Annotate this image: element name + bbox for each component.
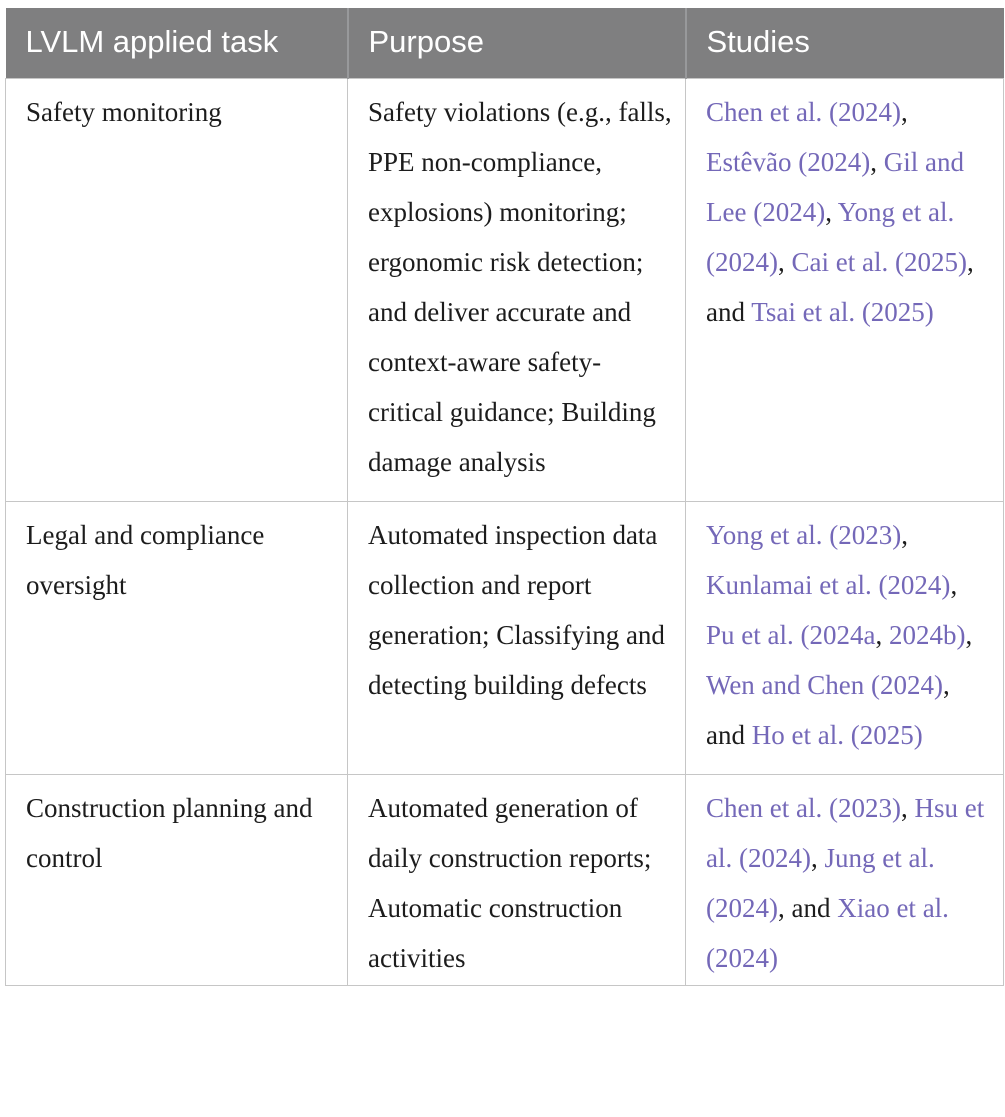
task-cell: Construction planning and control (6, 775, 348, 986)
citation-link[interactable]: Hsu et al. (2024) (706, 793, 985, 874)
citation-link[interactable]: Wen and Chen (2024) (706, 670, 944, 701)
studies-cell (686, 79, 1004, 502)
citation-separator: , and (706, 247, 974, 328)
citation-separator: , (777, 247, 792, 278)
table-row (6, 502, 1004, 775)
citation-link[interactable]: Kunlamai et al. (2024) (706, 570, 951, 601)
purpose-cell: Automated generation of daily construction reports; Automatic construction activities (348, 775, 686, 986)
lvlm-applied-task-table (5, 8, 1004, 986)
citation-link[interactable]: Cai et al. (2025) (791, 247, 967, 278)
column-header-studies: Studies (686, 8, 1004, 79)
purpose-cell: Automated inspection data collection and report generation; Classifying and detecting building defects (348, 502, 686, 775)
citation-link[interactable]: Pu et al. (2024a (706, 620, 876, 651)
citation-link[interactable]: Xiao et al. (2024) (706, 893, 949, 974)
citation-link[interactable]: Chen et al. (2024) (706, 97, 901, 128)
citation-link[interactable]: 2024b) (888, 620, 966, 651)
citation-separator: , (810, 843, 825, 874)
table-row (6, 775, 1004, 986)
purpose-cell: Safety violations (e.g., falls, PPE non-compliance, explosions) monitoring; ergonomic risk detection; and deliver accurate and context-aware safety-critical guidance; Building damage analysis (348, 79, 686, 502)
studies-cell (686, 775, 1004, 986)
citation-separator: , (900, 97, 908, 128)
citation-link[interactable]: Ho et al. (2025) (751, 720, 923, 751)
header-row (6, 8, 1004, 79)
citation-separator: , (900, 793, 915, 824)
citation-link[interactable]: Gil and Lee (2024) (706, 147, 964, 228)
citation-separator: , and (706, 670, 950, 751)
column-header-task: LVLM applied task (6, 8, 348, 79)
table-row (6, 79, 1004, 502)
citation-separator: , (875, 620, 889, 651)
studies-cell (686, 502, 1004, 775)
citation-separator: , (965, 620, 973, 651)
citation-separator: , (870, 147, 884, 178)
table-body (6, 79, 1004, 986)
citation-link[interactable]: Estêvão (2024) (706, 147, 871, 178)
citation-link[interactable]: Yong et al. (2023) (706, 520, 902, 551)
citation-link[interactable]: Yong et al. (2024) (706, 197, 955, 278)
citation-separator: , (825, 197, 838, 228)
task-cell: Safety monitoring (6, 79, 348, 502)
column-header-purpose: Purpose (348, 8, 686, 79)
citation-link[interactable]: Tsai et al. (2025) (751, 297, 934, 328)
citation-link[interactable]: Jung et al. (2024) (706, 843, 935, 924)
citation-separator: , and (777, 893, 838, 924)
citation-link[interactable]: Chen et al. (2023) (706, 793, 901, 824)
citation-separator: , (901, 520, 908, 551)
citation-separator: , (950, 570, 958, 601)
table-header (6, 8, 1004, 79)
task-cell: Legal and compliance oversight (6, 502, 348, 775)
